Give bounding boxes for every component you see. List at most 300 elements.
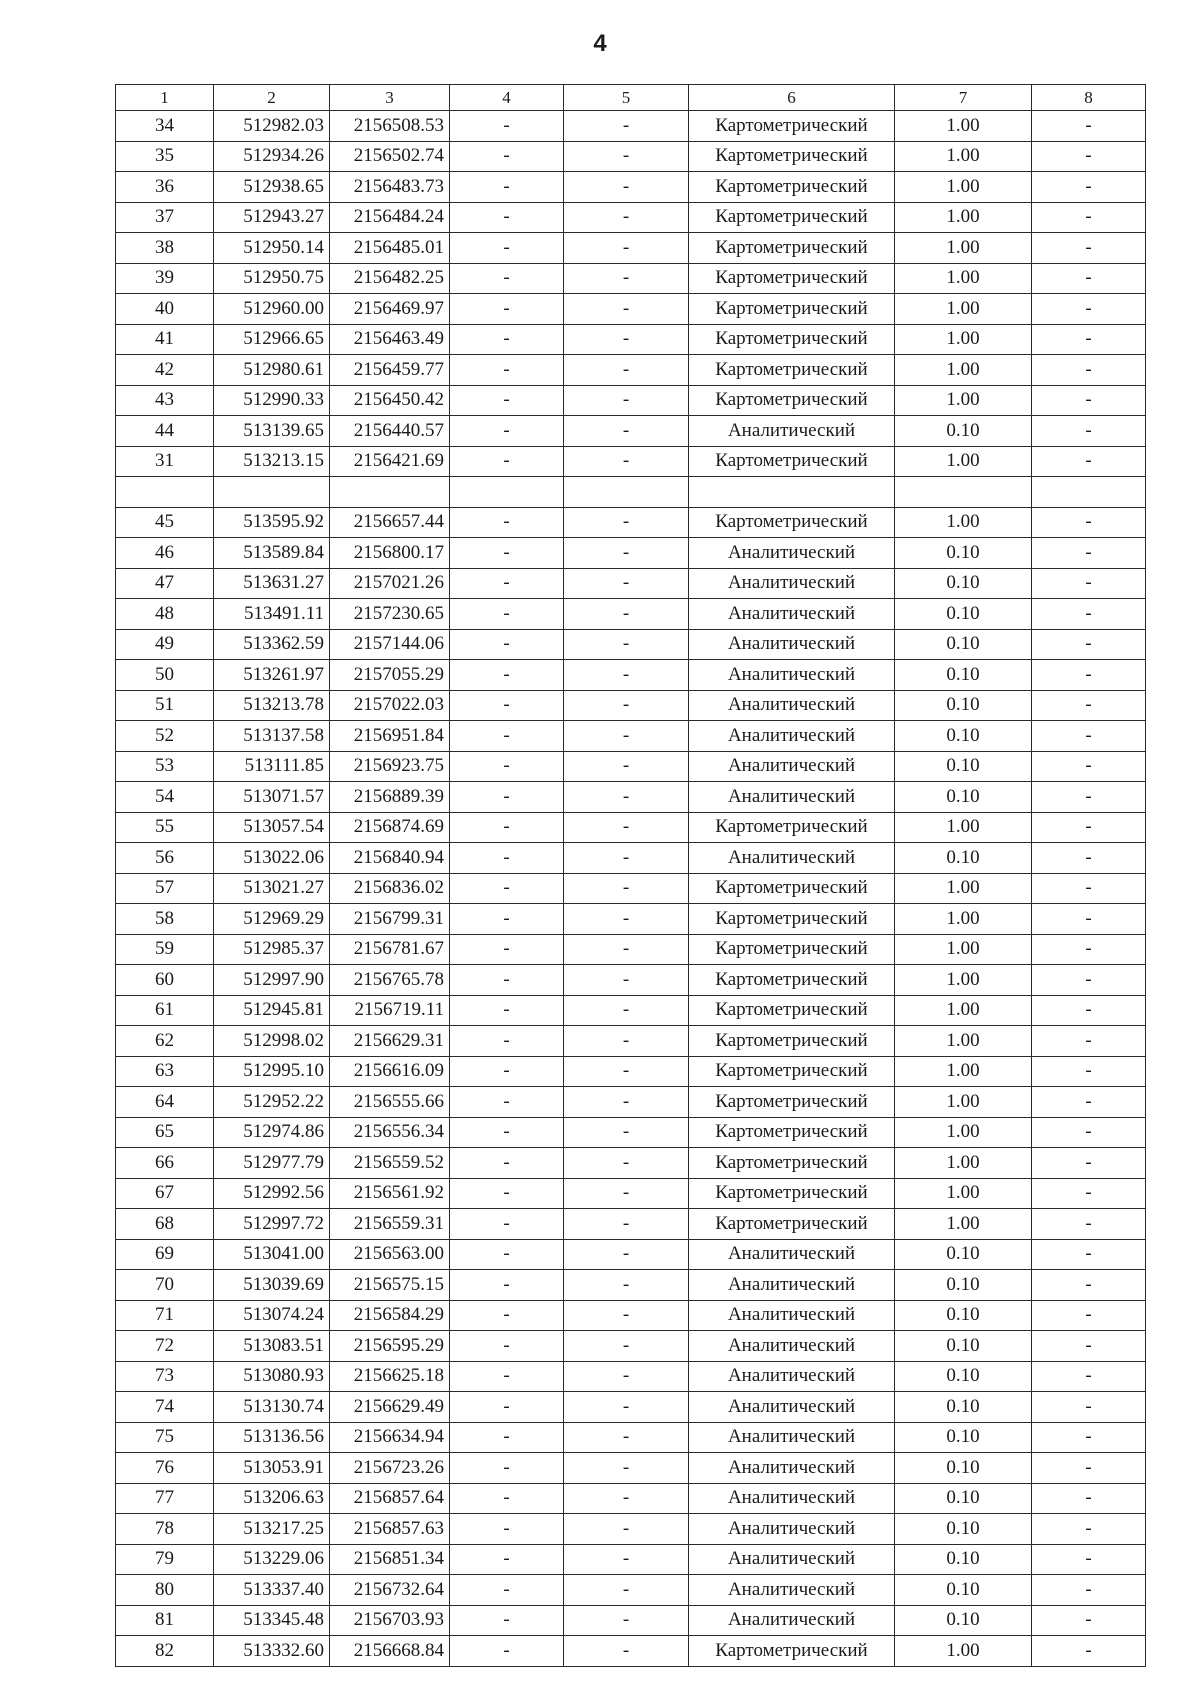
cell-point-number: 70 [116, 1270, 214, 1301]
cell-accuracy: 0.10 [895, 1361, 1032, 1392]
table-row [116, 1209, 1146, 1240]
cell-coord-x: 513080.93 [214, 1361, 330, 1392]
cell-coord-y: 2156508.53 [330, 111, 450, 142]
cell-method: Аналитический [689, 1300, 895, 1331]
cell-col-8: - [1032, 263, 1146, 294]
cell-col-5: - [564, 172, 689, 203]
cell-point-number: 71 [116, 1300, 214, 1331]
cell-col-5: - [564, 1209, 689, 1240]
table-row [116, 202, 1146, 233]
cell-point-number: 40 [116, 294, 214, 325]
cell-col-4: - [450, 1636, 564, 1667]
cell-col-4: - [450, 294, 564, 325]
cell-coord-x: 512960.00 [214, 294, 330, 325]
cell-coord-y: 2156951.84 [330, 721, 450, 752]
cell-method: Картометрический [689, 873, 895, 904]
cell-coord-x: 512997.90 [214, 965, 330, 996]
cell-col-8 [1032, 477, 1146, 508]
cell-col-8: - [1032, 1605, 1146, 1636]
column-header-5: 5 [564, 85, 689, 111]
cell-method: Картометрический [689, 1209, 895, 1240]
cell-col-5: - [564, 751, 689, 782]
cell-coord-y: 2156559.52 [330, 1148, 450, 1179]
cell-accuracy: 1.00 [895, 812, 1032, 843]
cell-col-5: - [564, 385, 689, 416]
cell-accuracy: 1.00 [895, 446, 1032, 477]
table-row [116, 1270, 1146, 1301]
cell-col-8: - [1032, 812, 1146, 843]
cell-coord-x: 512992.56 [214, 1178, 330, 1209]
cell-point-number: 73 [116, 1361, 214, 1392]
cell-method: Аналитический [689, 1361, 895, 1392]
cell-col-8: - [1032, 1453, 1146, 1484]
cell-col-4: - [450, 1483, 564, 1514]
cell-col-4: - [450, 934, 564, 965]
cell-coord-x: 512966.65 [214, 324, 330, 355]
table-row [116, 1392, 1146, 1423]
cell-col-4: - [450, 1453, 564, 1484]
table-row [116, 782, 1146, 813]
cell-coord-y: 2156840.94 [330, 843, 450, 874]
cell-accuracy: 0.10 [895, 1422, 1032, 1453]
cell-point-number: 79 [116, 1544, 214, 1575]
cell-coord-x: 513111.85 [214, 751, 330, 782]
cell-col-4: - [450, 995, 564, 1026]
table-row [116, 1239, 1146, 1270]
cell-col-5: - [564, 355, 689, 386]
cell-point-number: 39 [116, 263, 214, 294]
cell-col-8: - [1032, 1087, 1146, 1118]
cell-method: Аналитический [689, 1514, 895, 1545]
cell-method: Аналитический [689, 782, 895, 813]
cell-point-number: 46 [116, 538, 214, 569]
cell-point-number: 74 [116, 1392, 214, 1423]
table-row [116, 1483, 1146, 1514]
cell-col-4: - [450, 1270, 564, 1301]
cell-accuracy: 1.00 [895, 233, 1032, 264]
cell-point-number: 62 [116, 1026, 214, 1057]
cell-col-4: - [450, 538, 564, 569]
cell-col-8: - [1032, 904, 1146, 935]
cell-col-8: - [1032, 1239, 1146, 1270]
cell-coord-x: 512950.14 [214, 233, 330, 264]
cell-coord-y: 2156485.01 [330, 233, 450, 264]
cell-point-number: 52 [116, 721, 214, 752]
cell-accuracy: 0.10 [895, 1453, 1032, 1484]
cell-col-8: - [1032, 1361, 1146, 1392]
cell-accuracy: 1.00 [895, 965, 1032, 996]
cell-point-number: 42 [116, 355, 214, 386]
cell-accuracy: 0.10 [895, 721, 1032, 752]
cell-coord-x: 512980.61 [214, 355, 330, 386]
cell-point-number: 49 [116, 629, 214, 660]
cell-coord-y: 2156483.73 [330, 172, 450, 203]
table-row [116, 1544, 1146, 1575]
cell-accuracy: 0.10 [895, 1270, 1032, 1301]
cell-col-5: - [564, 721, 689, 752]
cell-coord-x: 513213.15 [214, 446, 330, 477]
cell-coord-x: 513083.51 [214, 1331, 330, 1362]
cell-accuracy: 0.10 [895, 1483, 1032, 1514]
cell-point-number: 47 [116, 568, 214, 599]
cell-col-4: - [450, 446, 564, 477]
cell-col-4: - [450, 599, 564, 630]
table-row [116, 1575, 1146, 1606]
table-row [116, 1178, 1146, 1209]
cell-coord-x: 513022.06 [214, 843, 330, 874]
cell-accuracy: 0.10 [895, 751, 1032, 782]
cell-coord-y: 2156463.49 [330, 324, 450, 355]
cell-col-4: - [450, 751, 564, 782]
cell-col-8: - [1032, 1056, 1146, 1087]
table-row [116, 1300, 1146, 1331]
cell-point-number: 80 [116, 1575, 214, 1606]
cell-col-4: - [450, 782, 564, 813]
cell-col-4: - [450, 873, 564, 904]
cell-col-5: - [564, 1483, 689, 1514]
cell-coord-y: 2156421.69 [330, 446, 450, 477]
cell-col-4: - [450, 721, 564, 752]
cell-point-number: 44 [116, 416, 214, 447]
cell-col-8: - [1032, 751, 1146, 782]
cell-coord-x: 513057.54 [214, 812, 330, 843]
cell-col-5: - [564, 538, 689, 569]
cell-col-5: - [564, 812, 689, 843]
cell-col-4: - [450, 1422, 564, 1453]
table-row [116, 751, 1146, 782]
table-row [116, 660, 1146, 691]
cell-accuracy: 1.00 [895, 294, 1032, 325]
table-row [116, 507, 1146, 538]
cell-col-5: - [564, 690, 689, 721]
table-row [116, 812, 1146, 843]
cell-method: Картометрический [689, 995, 895, 1026]
cell-coord-y: 2156561.92 [330, 1178, 450, 1209]
cell-accuracy: 0.10 [895, 1239, 1032, 1270]
cell-col-4: - [450, 233, 564, 264]
table-row [116, 1605, 1146, 1636]
cell-col-5: - [564, 1178, 689, 1209]
cell-col-5: - [564, 294, 689, 325]
cell-coord-x: 513071.57 [214, 782, 330, 813]
cell-accuracy: 0.10 [895, 1605, 1032, 1636]
cell-col-4: - [450, 629, 564, 660]
cell-col-8: - [1032, 934, 1146, 965]
cell-col-4: - [450, 1300, 564, 1331]
cell-col-5: - [564, 965, 689, 996]
cell-method: Картометрический [689, 1636, 895, 1667]
cell-method: Аналитический [689, 843, 895, 874]
cell-coord-y: 2156857.64 [330, 1483, 450, 1514]
cell-col-5: - [564, 233, 689, 264]
cell-accuracy: 0.10 [895, 1514, 1032, 1545]
cell-method: Аналитический [689, 660, 895, 691]
cell-accuracy: 1.00 [895, 934, 1032, 965]
cell-coord-x [214, 477, 330, 508]
cell-point-number: 55 [116, 812, 214, 843]
cell-method: Аналитический [689, 1544, 895, 1575]
cell-col-4: - [450, 843, 564, 874]
cell-point-number: 81 [116, 1605, 214, 1636]
cell-coord-y: 2157022.03 [330, 690, 450, 721]
cell-col-4: - [450, 1056, 564, 1087]
cell-coord-y: 2156732.64 [330, 1575, 450, 1606]
cell-coord-y: 2156765.78 [330, 965, 450, 996]
cell-col-5: - [564, 141, 689, 172]
cell-coord-x: 513039.69 [214, 1270, 330, 1301]
table-row [116, 599, 1146, 630]
cell-col-4: - [450, 812, 564, 843]
cell-coord-y: 2156857.63 [330, 1514, 450, 1545]
cell-col-5: - [564, 1636, 689, 1667]
cell-point-number: 60 [116, 965, 214, 996]
table-row [116, 965, 1146, 996]
cell-method: Аналитический [689, 751, 895, 782]
cell-coord-y: 2157055.29 [330, 660, 450, 691]
cell-col-8: - [1032, 995, 1146, 1026]
cell-col-4: - [450, 202, 564, 233]
cell-col-8: - [1032, 538, 1146, 569]
table-row [116, 1514, 1146, 1545]
cell-method: Картометрический [689, 263, 895, 294]
column-header-4: 4 [450, 85, 564, 111]
cell-col-4: - [450, 141, 564, 172]
table-header-row [116, 85, 1146, 111]
cell-col-4: - [450, 1392, 564, 1423]
cell-accuracy: 0.10 [895, 629, 1032, 660]
cell-accuracy: 1.00 [895, 355, 1032, 386]
cell-point-number: 76 [116, 1453, 214, 1484]
cell-col-8: - [1032, 1392, 1146, 1423]
table-row [116, 1422, 1146, 1453]
cell-accuracy: 0.10 [895, 690, 1032, 721]
cell-method: Аналитический [689, 1331, 895, 1362]
cell-coord-y: 2156450.42 [330, 385, 450, 416]
cell-method: Аналитический [689, 1605, 895, 1636]
cell-point-number [116, 477, 214, 508]
cell-col-8: - [1032, 1483, 1146, 1514]
cell-accuracy: 1.00 [895, 324, 1032, 355]
cell-col-5: - [564, 324, 689, 355]
cell-col-4: - [450, 111, 564, 142]
cell-col-5: - [564, 995, 689, 1026]
cell-col-5: - [564, 1056, 689, 1087]
cell-coord-y: 2156440.57 [330, 416, 450, 447]
cell-coord-y: 2156799.31 [330, 904, 450, 935]
cell-col-5: - [564, 568, 689, 599]
cell-method: Аналитический [689, 1392, 895, 1423]
cell-coord-y: 2156556.34 [330, 1117, 450, 1148]
cell-coord-x: 512998.02 [214, 1026, 330, 1057]
cell-point-number: 67 [116, 1178, 214, 1209]
cell-point-number: 75 [116, 1422, 214, 1453]
cell-point-number: 82 [116, 1636, 214, 1667]
cell-accuracy: 0.10 [895, 1544, 1032, 1575]
cell-col-8: - [1032, 233, 1146, 264]
table-row [116, 1087, 1146, 1118]
cell-coord-y: 2156634.94 [330, 1422, 450, 1453]
table-row [116, 1361, 1146, 1392]
cell-col-5: - [564, 1575, 689, 1606]
cell-coord-y: 2156723.26 [330, 1453, 450, 1484]
cell-method: Аналитический [689, 599, 895, 630]
cell-col-8: - [1032, 172, 1146, 203]
cell-col-8: - [1032, 1270, 1146, 1301]
cell-coord-y: 2156889.39 [330, 782, 450, 813]
cell-col-4: - [450, 1331, 564, 1362]
cell-coord-x: 513041.00 [214, 1239, 330, 1270]
cell-coord-y: 2156484.24 [330, 202, 450, 233]
cell-coord-x: 512990.33 [214, 385, 330, 416]
cell-point-number: 72 [116, 1331, 214, 1362]
cell-coord-x: 513229.06 [214, 1544, 330, 1575]
cell-coord-x: 513137.58 [214, 721, 330, 752]
cell-point-number: 64 [116, 1087, 214, 1118]
table-row [116, 141, 1146, 172]
cell-coord-y: 2157230.65 [330, 599, 450, 630]
cell-coord-y: 2156836.02 [330, 873, 450, 904]
cell-coord-x: 513130.74 [214, 1392, 330, 1423]
cell-col-8: - [1032, 873, 1146, 904]
cell-coord-y: 2156555.66 [330, 1087, 450, 1118]
column-header-3: 3 [330, 85, 450, 111]
cell-point-number: 65 [116, 1117, 214, 1148]
table-row [116, 721, 1146, 752]
cell-method: Картометрический [689, 172, 895, 203]
cell-col-5: - [564, 1331, 689, 1362]
cell-accuracy: 1.00 [895, 1056, 1032, 1087]
cell-method: Картометрический [689, 294, 895, 325]
cell-col-8: - [1032, 1331, 1146, 1362]
table-row [116, 263, 1146, 294]
cell-point-number: 77 [116, 1483, 214, 1514]
cell-accuracy: 1.00 [895, 1636, 1032, 1667]
cell-coord-x: 513074.24 [214, 1300, 330, 1331]
cell-method: Картометрический [689, 111, 895, 142]
table-row [116, 538, 1146, 569]
cell-col-5: - [564, 1422, 689, 1453]
table-row [116, 1056, 1146, 1087]
cell-col-8: - [1032, 599, 1146, 630]
table-row [116, 385, 1146, 416]
table-row [116, 690, 1146, 721]
cell-col-8: - [1032, 446, 1146, 477]
table-row [116, 477, 1146, 508]
cell-coord-x: 513139.65 [214, 416, 330, 447]
cell-coord-y: 2156703.93 [330, 1605, 450, 1636]
cell-method: Аналитический [689, 1575, 895, 1606]
table-row [116, 934, 1146, 965]
cell-col-4: - [450, 660, 564, 691]
cell-coord-y: 2156629.49 [330, 1392, 450, 1423]
cell-col-4: - [450, 1514, 564, 1545]
cell-point-number: 45 [116, 507, 214, 538]
cell-col-8: - [1032, 629, 1146, 660]
cell-coord-y: 2156616.09 [330, 1056, 450, 1087]
cell-accuracy: 1.00 [895, 1087, 1032, 1118]
cell-coord-x: 512943.27 [214, 202, 330, 233]
cell-col-5: - [564, 111, 689, 142]
cell-col-5: - [564, 904, 689, 935]
coordinates-table [115, 84, 1146, 1667]
cell-col-8: - [1032, 202, 1146, 233]
table-row [116, 1331, 1146, 1362]
cell-col-5: - [564, 1392, 689, 1423]
cell-col-5: - [564, 1514, 689, 1545]
cell-coord-x: 512950.75 [214, 263, 330, 294]
cell-col-5: - [564, 873, 689, 904]
table-row [116, 324, 1146, 355]
cell-coord-x: 513345.48 [214, 1605, 330, 1636]
cell-method: Аналитический [689, 568, 895, 599]
cell-point-number: 34 [116, 111, 214, 142]
cell-col-8: - [1032, 721, 1146, 752]
cell-col-5: - [564, 1270, 689, 1301]
cell-coord-x: 513332.60 [214, 1636, 330, 1667]
cell-col-5: - [564, 1148, 689, 1179]
cell-col-5: - [564, 934, 689, 965]
table-row [116, 1026, 1146, 1057]
cell-col-8: - [1032, 385, 1146, 416]
cell-accuracy: 0.10 [895, 843, 1032, 874]
cell-coord-y: 2156469.97 [330, 294, 450, 325]
cell-coord-y: 2156584.29 [330, 1300, 450, 1331]
cell-col-8: - [1032, 1300, 1146, 1331]
cell-accuracy: 1.00 [895, 507, 1032, 538]
cell-col-5: - [564, 1026, 689, 1057]
cell-method: Аналитический [689, 721, 895, 752]
table-row [116, 1148, 1146, 1179]
cell-col-4: - [450, 1361, 564, 1392]
cell-col-8: - [1032, 782, 1146, 813]
cell-coord-x: 513631.27 [214, 568, 330, 599]
table-row [116, 568, 1146, 599]
cell-col-4: - [450, 324, 564, 355]
cell-accuracy: 0.10 [895, 1392, 1032, 1423]
cell-method: Картометрический [689, 141, 895, 172]
cell-coord-y: 2156923.75 [330, 751, 450, 782]
cell-coord-y: 2157144.06 [330, 629, 450, 660]
cell-method: Аналитический [689, 629, 895, 660]
cell-accuracy: 0.10 [895, 1331, 1032, 1362]
cell-point-number: 57 [116, 873, 214, 904]
table-row [116, 355, 1146, 386]
cell-col-5: - [564, 1300, 689, 1331]
cell-col-8: - [1032, 690, 1146, 721]
cell-accuracy: 1.00 [895, 904, 1032, 935]
cell-accuracy: 0.10 [895, 568, 1032, 599]
cell-col-5: - [564, 263, 689, 294]
cell-accuracy: 0.10 [895, 782, 1032, 813]
cell-coord-x: 513206.63 [214, 1483, 330, 1514]
cell-method: Аналитический [689, 1270, 895, 1301]
cell-point-number: 43 [116, 385, 214, 416]
cell-method: Картометрический [689, 507, 895, 538]
cell-coord-y: 2156559.31 [330, 1209, 450, 1240]
cell-col-8: - [1032, 355, 1146, 386]
cell-coord-x: 513136.56 [214, 1422, 330, 1453]
cell-coord-y: 2156459.77 [330, 355, 450, 386]
cell-col-8: - [1032, 1544, 1146, 1575]
cell-col-4: - [450, 1178, 564, 1209]
cell-point-number: 66 [116, 1148, 214, 1179]
cell-col-5: - [564, 446, 689, 477]
cell-point-number: 48 [116, 599, 214, 630]
cell-col-4: - [450, 1026, 564, 1057]
cell-method: Картометрический [689, 324, 895, 355]
cell-col-8: - [1032, 1148, 1146, 1179]
column-header-1: 1 [116, 85, 214, 111]
